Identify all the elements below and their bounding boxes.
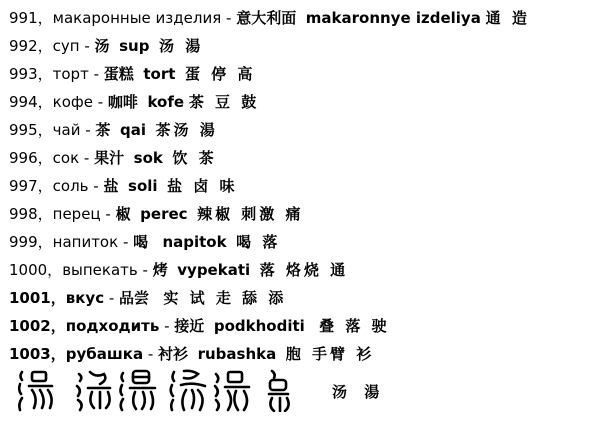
chinese-word: 椒 xyxy=(115,205,131,223)
separator: - xyxy=(159,317,175,335)
transliteration: soli xyxy=(128,177,158,195)
related-characters: 茶汤 湯 xyxy=(155,121,218,139)
separator: - xyxy=(118,233,134,251)
entry-row-997 xyxy=(9,172,594,200)
separator: - xyxy=(104,289,120,307)
separator: - xyxy=(137,261,153,279)
transliteration: napitok xyxy=(162,233,227,251)
related-characters: 喝 落 xyxy=(236,233,281,251)
chinese-word: 烤 xyxy=(152,261,168,279)
entry-row-991 xyxy=(9,4,594,32)
chinese-word: 茶 xyxy=(95,121,111,139)
related-characters: 盐 卤 味 xyxy=(167,177,238,195)
seal-glyph-3-icon xyxy=(118,368,158,412)
transliteration: sup xyxy=(119,37,150,55)
related-characters: 落 烙烧 通 xyxy=(259,261,349,279)
separator: - xyxy=(88,65,104,83)
separator: - xyxy=(221,9,237,27)
seal-script-row xyxy=(14,368,574,416)
entry-row-994 xyxy=(9,88,594,116)
transliteration: tort xyxy=(143,65,176,83)
related-characters: 通 造 xyxy=(485,9,530,27)
seal-glyph-1-icon xyxy=(16,368,56,412)
entry-number: 993， xyxy=(9,65,53,83)
russian-word: торт xyxy=(52,65,89,83)
russian-word: сок xyxy=(52,149,80,167)
chinese-word: 衬衫 xyxy=(158,345,189,363)
entry-row-993 xyxy=(9,60,594,88)
transliteration: kofe xyxy=(147,93,185,111)
russian-word: суп xyxy=(52,37,80,55)
entry-number: 991， xyxy=(9,9,53,27)
transliteration: sok xyxy=(133,149,163,167)
russian-word: рубашка xyxy=(65,345,144,363)
entry-row-1002 xyxy=(9,312,594,340)
entry-row-999 xyxy=(9,228,594,256)
russian-word: чай xyxy=(52,121,81,139)
transliteration: podkhoditi xyxy=(213,317,305,335)
russian-word: соль xyxy=(52,177,89,195)
russian-word: напиток xyxy=(52,233,119,251)
entry-row-995 xyxy=(9,116,594,144)
chinese-word: 咖啡 xyxy=(107,93,138,111)
related-characters: 胞 手臂 衫 xyxy=(285,345,375,363)
entry-row-992 xyxy=(9,32,594,60)
russian-word: кофе xyxy=(52,93,93,111)
transliteration: perec xyxy=(140,205,188,223)
chinese-word: 汤 xyxy=(94,37,110,55)
entry-number: 1001， xyxy=(9,289,66,307)
chinese-word: 意大利面 xyxy=(236,9,297,27)
separator: - xyxy=(92,93,108,111)
chinese-word: 品尝 xyxy=(119,289,150,307)
entry-number: 994， xyxy=(9,93,53,111)
chinese-word: 盐 xyxy=(103,177,119,195)
russian-word: макаронные изделия xyxy=(52,9,222,27)
related-characters: 饮 茶 xyxy=(172,149,217,167)
related-characters: 辣椒 刺激 痛 xyxy=(197,205,304,223)
vocabulary-list xyxy=(9,4,594,368)
entry-row-998 xyxy=(9,200,594,228)
chinese-word: 喝 xyxy=(133,233,149,251)
chinese-word: 接近 xyxy=(174,317,205,335)
entry-number: 1002， xyxy=(9,317,66,335)
entry-number: 997， xyxy=(9,177,53,195)
entry-row-1001 xyxy=(9,284,594,312)
transliteration: makaronnye izdeliya xyxy=(305,9,481,27)
separator: - xyxy=(79,37,95,55)
seal-glyph-2-icon xyxy=(74,368,114,412)
transliteration: qai xyxy=(119,121,146,139)
entry-number: 998， xyxy=(9,205,53,223)
russian-word: вкус xyxy=(65,289,105,307)
related-characters: 叠 落 驶 xyxy=(319,317,390,335)
entry-number: 996， xyxy=(9,149,53,167)
russian-word: выпекать xyxy=(62,261,138,279)
seal-glyph-6-icon xyxy=(266,368,292,412)
entry-row-1000 xyxy=(9,256,594,284)
russian-word: подходить xyxy=(65,317,160,335)
separator: - xyxy=(88,177,104,195)
separator: - xyxy=(80,121,96,139)
separator: - xyxy=(100,205,116,223)
related-characters: 茶 豆 鼓 xyxy=(188,93,260,111)
modern-characters: 汤 湯 xyxy=(332,383,386,401)
seal-glyph-4-icon xyxy=(168,368,208,412)
related-characters: 汤 湯 xyxy=(159,37,204,55)
separator: - xyxy=(79,149,95,167)
transliteration: rubashka xyxy=(197,345,277,363)
entry-number: 1000， xyxy=(9,261,63,279)
chinese-word: 蛋糕 xyxy=(103,65,134,83)
entry-number: 995， xyxy=(9,121,53,139)
entry-number: 1003， xyxy=(9,345,66,363)
related-characters: 实 试 走 舔 添 xyxy=(163,289,287,307)
separator: - xyxy=(143,345,159,363)
entry-row-1003 xyxy=(9,340,594,368)
chinese-word: 果汁 xyxy=(94,149,125,167)
entry-row-996 xyxy=(9,144,594,172)
entry-number: 999， xyxy=(9,233,53,251)
transliteration: vypekati xyxy=(177,261,251,279)
entry-number: 992， xyxy=(9,37,53,55)
related-characters: 蛋 停 高 xyxy=(184,65,256,83)
russian-word: перец xyxy=(52,205,101,223)
seal-glyph-5-icon xyxy=(212,368,252,412)
